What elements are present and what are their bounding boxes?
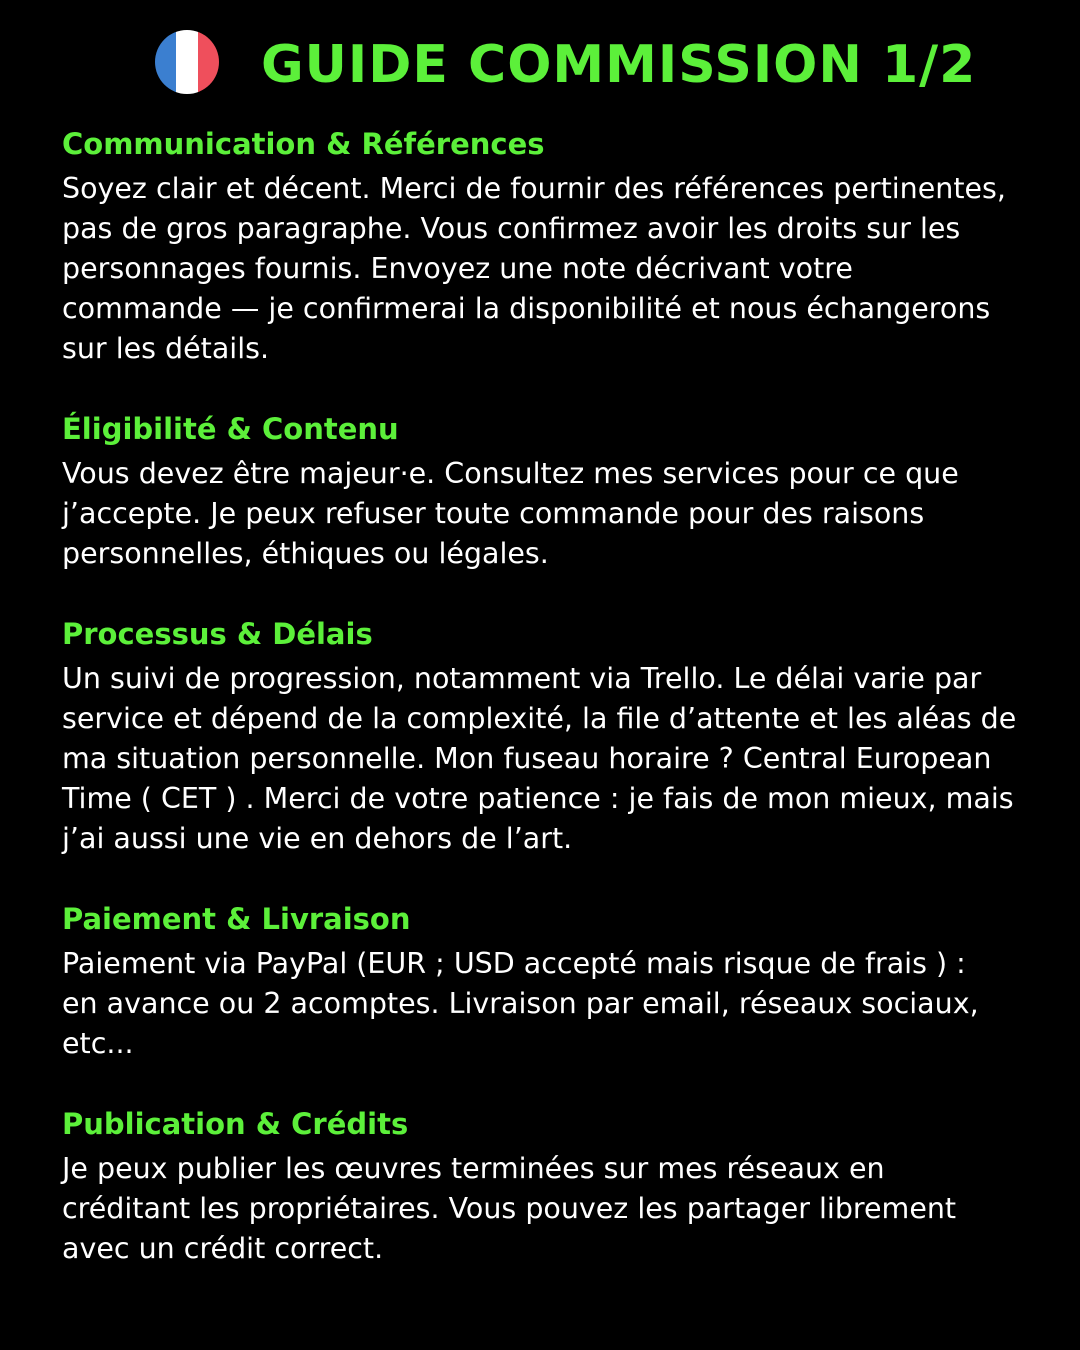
flag-blue-stripe <box>155 30 176 94</box>
section-body: Soyez clair et décent. Merci de fournir des références pertinentes, pas de gros paragraphe. Vous confirmez avoir les droits sur les personnages fournis. Envoyez une note décrivant votre commande — je confirmerai la disponibilité et nous échangerons sur les détails. <box>62 172 1006 365</box>
section-title: Paiement & Livraison <box>62 902 411 936</box>
section-title: Publication & Crédits <box>62 1107 409 1141</box>
section-body: Paiement via PayPal (EUR ; USD accepté mais risque de frais ) : en avance ou 2 acomptes. Livraison par email, réseaux sociaux, etc... <box>62 947 979 1060</box>
france-flag-icon <box>155 30 219 94</box>
section-eligibility <box>62 409 1042 574</box>
section-title: Communication & Références <box>62 127 545 161</box>
section-payment <box>62 899 1042 1064</box>
flag-red-stripe <box>198 30 219 94</box>
page-header <box>0 28 1080 98</box>
section-process <box>62 614 1042 859</box>
section-communication <box>62 124 1042 369</box>
section-title: Éligibilité & Contenu <box>62 412 399 446</box>
section-body: Je peux publier les œuvres terminées sur mes réseaux en créditant les propriétaires. Vous pouvez les partager librement avec un crédit correct. <box>62 1152 957 1265</box>
section-body: Vous devez être majeur·e. Consultez mes services pour ce que j’accepte. Je peux refuser toute commande pour des raisons personnelles, éthiques ou légales. <box>62 457 959 570</box>
sections-list <box>62 124 1042 1309</box>
section-title: Processus & Délais <box>62 617 373 651</box>
section-publication <box>62 1104 1042 1269</box>
page-title: GUIDE COMMISSION 1/2 <box>261 35 977 95</box>
section-body: Un suivi de progression, notamment via Trello. Le délai varie par service et dépend de la complexité, la file d’attente et les aléas de ma situation personnelle. Mon fuseau horaire ? Central European Time ( CET ) . Merci de votre patience : je fais de mon mieux, mais j’ai aussi une vie en dehors de l’art. <box>62 662 1017 855</box>
flag-white-stripe <box>176 30 197 94</box>
